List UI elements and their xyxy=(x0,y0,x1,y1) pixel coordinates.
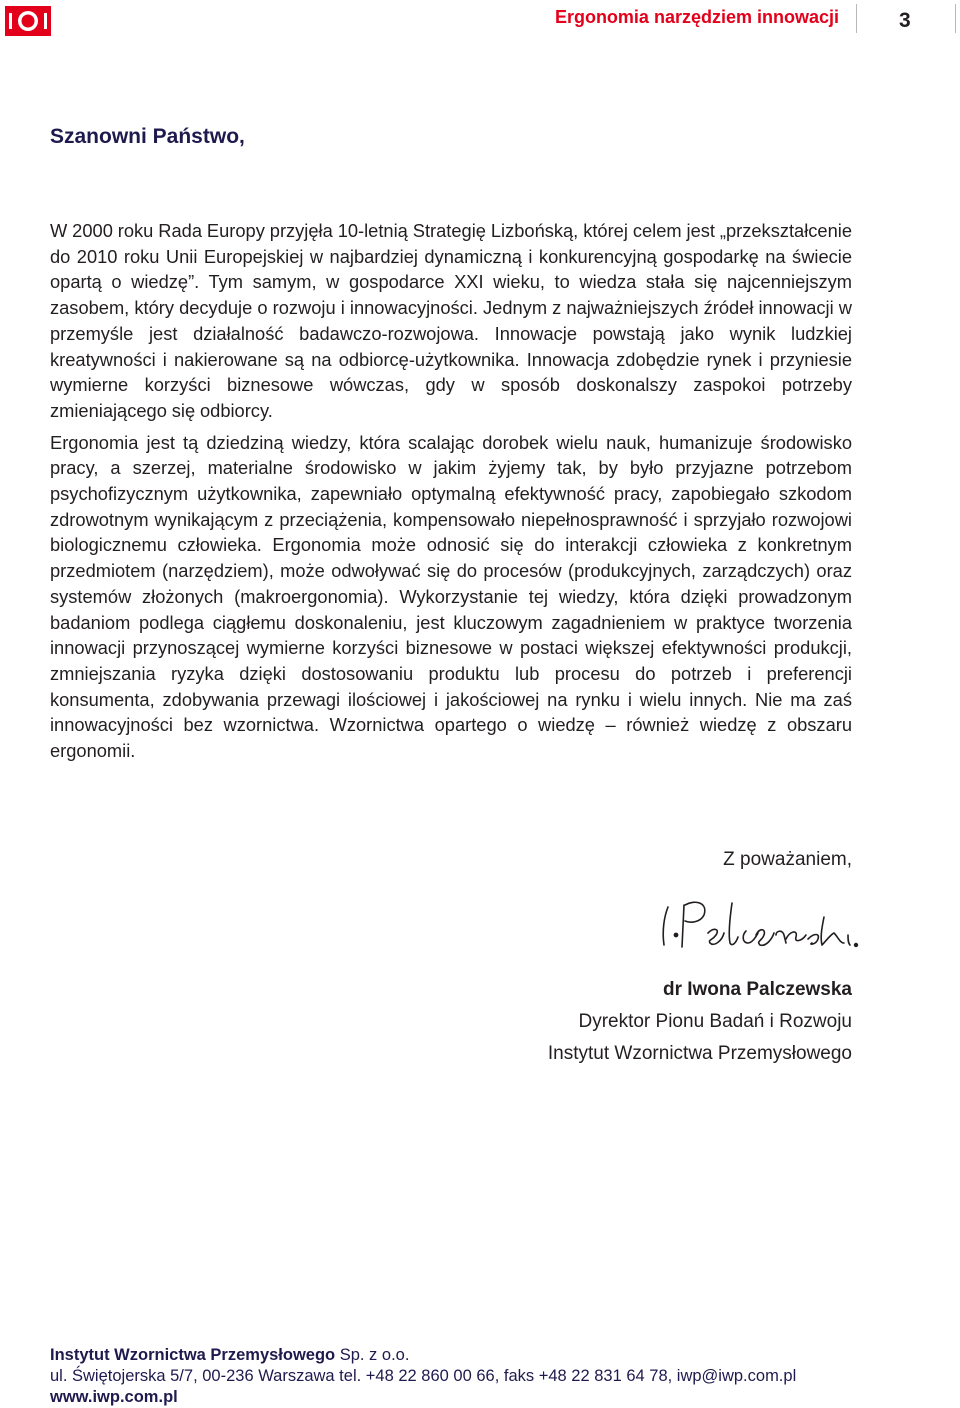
letter-body xyxy=(50,218,852,764)
body-paragraph: W 2000 roku Rada Europy przyjęła 10-letnią Strategię Lizbońską, której celem jest „przekształcenie do 2010 roku Unii Europejskiej w najbardziej dynamiczną i konkurencyjną gospodarkę na świecie opartą o wiedzę”. Tym samym, w gospodarce XXI wieku, to wiedza stała się najcenniejszym zasobem, który decyduje o rozwoju i innowacyjności. Jednym z najważniejszych źródeł innowacji w przemyśle jest działalność badawczo-rozwojowa. Innowacje powstają jako wynik ludzkiej kreatywności i nakierowane są na odbiorcę-użytkownika. Innowacja zdobędzie rynek i przyniesie wymierne korzyści biznesowe wówczas, gdy w sposób doskonalszy zaspokoi potrzeby zmieniającego się odbiorcy. xyxy=(50,220,852,421)
signer-title: Dyrektor Pionu Badań i Rozwoju xyxy=(578,1011,852,1032)
footer-org-line xyxy=(50,1345,796,1366)
footer-org-name: Instytut Wzornictwa Przemysłowego xyxy=(50,1346,336,1364)
header-divider xyxy=(856,4,857,33)
iwp-logo-icon xyxy=(5,6,51,36)
page-number: 3 xyxy=(899,9,911,32)
header-divider xyxy=(955,4,956,33)
body-paragraph: Ergonomia jest tą dziedziną wiedzy, która scalając dorobek wielu nauk, humanizuje środowisko pracy, a szerzej, materialne środowisko w jakim żyjemy tak, by było przyjazne potrzebom psychofizycznym użytkownika, zapewniało optymalną efektywność pracy, zapobiegało szkodom zdrowotnym wynikającym z przeciążenia, kompensowało niepełnosprawność i sprzyjało rozwojowi biologicznemu człowieka. Ergonomia może odnosić się do interakcji człowieka z konkretnym przedmiotem (narzędziem), może odwoływać się do procesów (produkcyjnych, zarządczych) oraz systemów złożonych (makroergonomia). Wykorzystanie tej wiedzy, która dzięki prowadzonym badaniom podlega ciągłemu doskonaleniu, jest kluczowym zagadnieniem w praktyce tworzenia innowacji przynoszącej wymierne korzyści biznesowe w postaci większej efektywności produkcji, zmniejszania ryzyka dzięki dostosowaniu produktu lub procesu do potrzeb i preferencji konsumenta, zdobywania przewagi ilościowej i jakościowej na rynku i wielu innych. Nie ma zaś innowacyjności bez wzornictwa. Wzornictwa opartego o wiedzę – również wiedzę z obszaru ergonomii. xyxy=(50,431,852,762)
running-header-title: Ergonomia narzędziem innowacji xyxy=(554,7,839,27)
footer-website-link[interactable]: www.iwp.com.pl xyxy=(50,1388,178,1406)
signer-block xyxy=(548,974,852,1070)
salutation: Szanowni Państwo, xyxy=(50,125,245,148)
footer-org-suffix: Sp. z o.o. xyxy=(335,1346,410,1364)
handwritten-signature xyxy=(652,893,864,955)
closing-phrase: Z poważaniem, xyxy=(723,849,852,870)
footer-address: ul. Świętojerska 5/7, 00-236 Warszawa tel. +48 22 860 00 66, faks +48 22 831 64 78, iwp@iwp.com.pl xyxy=(50,1367,797,1385)
signer-name: dr Iwona Palczewska xyxy=(662,979,852,1000)
page-footer xyxy=(50,1345,796,1408)
signer-institution: Instytut Wzornictwa Przemysłowego xyxy=(547,1043,852,1064)
